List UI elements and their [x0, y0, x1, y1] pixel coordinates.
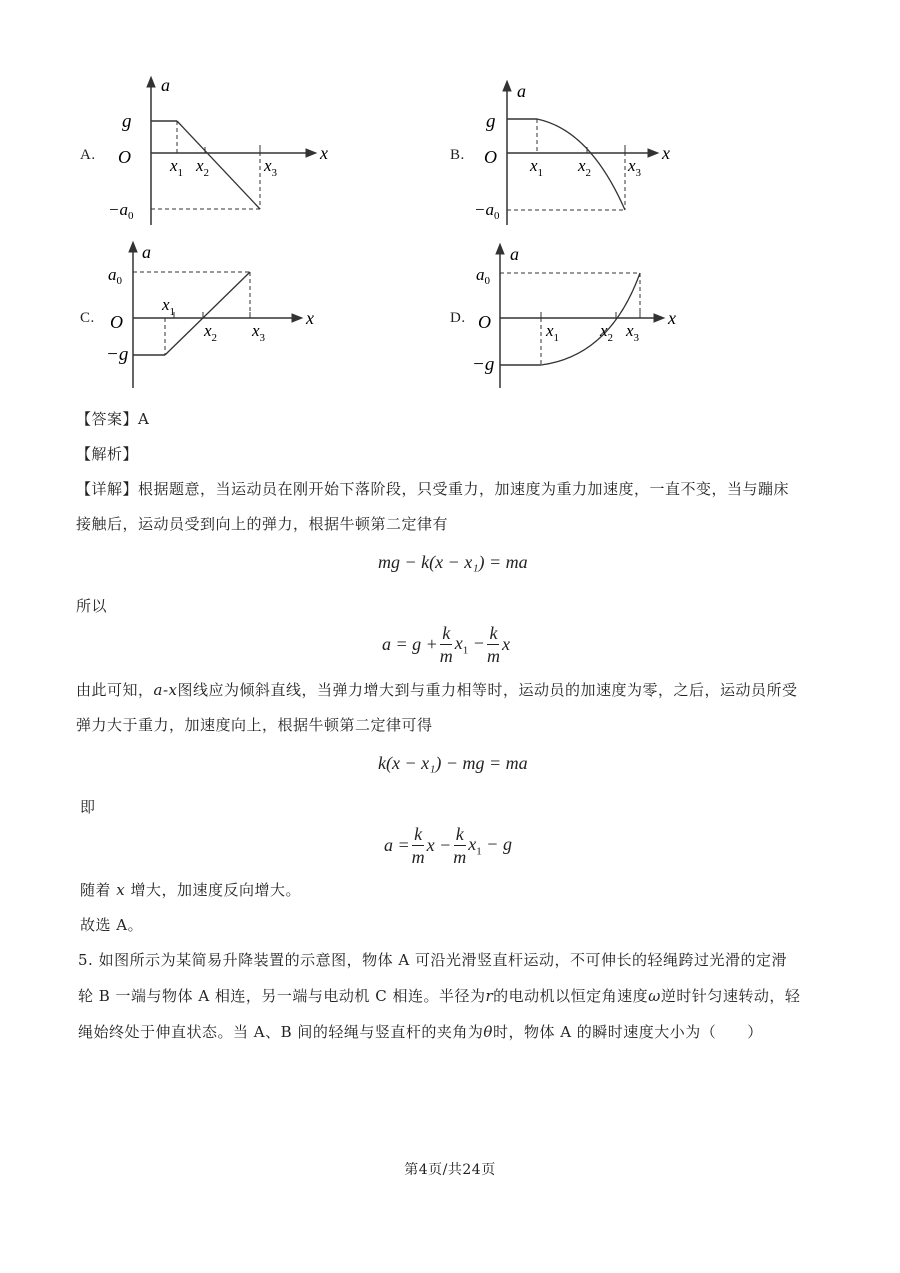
label-origin: O [478, 312, 491, 332]
label-x1: $x_1$ [546, 321, 560, 344]
label-x1: $x_1$ [170, 156, 184, 179]
ji-text: 即 [80, 798, 96, 816]
q5-text-3b: 时，物体 A 的瞬时速度大小为（ ） [492, 1023, 763, 1041]
question5-line-2 [78, 986, 800, 1006]
question5-line-3 [78, 1022, 763, 1042]
fraction-k-m: $\frac{k}{m}$ [411, 824, 425, 867]
question5-line-1: 5. 如图所示为某简易升降装置的示意图，物体 A 可沿光滑竖直杆运动，不可伸长的轻绳跨过光滑的定滑 [78, 951, 787, 969]
label-x2: $x_2$ [600, 321, 614, 344]
axis-label-x: x [306, 308, 314, 328]
label-x2: $x_2$ [204, 321, 218, 344]
label-a0: $a_0$ [476, 265, 490, 287]
label-g: g [486, 111, 496, 132]
suoyi-text: 所以 [76, 597, 108, 615]
equation-1: mg − k(x − x₁) = ma [378, 552, 528, 572]
option-b-letter: B. [450, 147, 465, 163]
option-b-graph [450, 75, 680, 239]
analysis-tag: 【解析】 [76, 445, 139, 463]
answer-tag: 【答案】 [76, 410, 139, 428]
x-italic: x [116, 881, 126, 899]
eq2-left: a = g + [382, 634, 438, 654]
label-neg-g: −g [106, 344, 129, 365]
graph-c-svg [78, 238, 328, 398]
graph-d-svg [450, 238, 690, 398]
omega-italic: ω [648, 987, 661, 1005]
detail-text-3a: 由此可知， [76, 681, 154, 699]
axis-label-a: a [517, 81, 526, 101]
label-g: g [122, 111, 132, 132]
option-a-graph [78, 75, 348, 239]
label-x1: $x_1$ [530, 156, 544, 179]
detail-text-3b: 图线应为倾斜直线，当弹力增大到与重力相等时，运动员的加速度为零，之后，运动员所受 [177, 681, 798, 699]
detail-tag: 【详解】 [76, 480, 139, 498]
label-x3: $x_3$ [628, 156, 642, 179]
answer-value: A [138, 410, 150, 428]
theta-italic: θ [483, 1023, 493, 1041]
page-footer: 第4页/共24页 [404, 1162, 496, 1178]
label-origin: O [110, 312, 123, 332]
equation-4: a = $\frac{k}{m}$ x − $\frac{k}{m}$ $x_1 - g$ [384, 824, 512, 867]
label-x3: $x_3$ [626, 321, 640, 344]
axis-label-a: a [161, 75, 170, 95]
option-a-letter: A. [80, 147, 96, 163]
label-a0: $a_0$ [108, 265, 122, 287]
label-x3: $x_3$ [264, 156, 278, 179]
q5-text-2a: 轮 B 一端与物体 A 相连，另一端与电动机 C 相连。半径为 [78, 987, 486, 1005]
axis-label-x: x [668, 308, 676, 328]
fraction-k-m: $\frac{k}{m}$ [439, 623, 453, 666]
equation-2: a = g + $\frac{k}{m}$ $x_1$ − $\frac{k}{m}$ x [382, 623, 510, 666]
fraction-k-m: $\frac{k}{m}$ [486, 623, 500, 666]
label-x1: $x_1$ [162, 295, 176, 318]
graph-b-svg [450, 75, 680, 235]
detail-line-3 [76, 680, 798, 700]
label-origin: O [484, 147, 497, 167]
label-x2: $x_2$ [196, 156, 210, 179]
label-neg-a0: $-a_0$ [108, 200, 134, 222]
detail-line-4: 弹力大于重力，加速度向上，根据牛顿第二定律可得 [76, 716, 433, 734]
r-italic: r [485, 987, 494, 1005]
fraction-k-m: $\frac{k}{m}$ [453, 824, 467, 867]
axis-label-x: x [662, 143, 670, 163]
ax-italic: a-x [153, 681, 178, 699]
q5-text-3a: 绳始终处于伸直状态。当 A、B 间的轻绳与竖直杆的夹角为 [78, 1023, 484, 1041]
q5-text-2b: 的电动机以恒定角速度 [493, 987, 649, 1005]
graph-a-svg [78, 75, 348, 235]
equation-3: k(x − x₁) − mg = ma [378, 753, 528, 773]
detail-line-6: 故选 A。 [80, 916, 144, 934]
detail-line-2: 接触后，运动员受到向上的弹力，根据牛顿第二定律有 [76, 515, 449, 533]
axis-label-a: a [510, 244, 519, 264]
label-x2: $x_2$ [578, 156, 592, 179]
label-origin: O [118, 147, 131, 167]
label-neg-g: −g [472, 354, 495, 375]
detail-text-1: 根据题意，当运动员在刚开始下落阶段，只受重力，加速度为重力加速度，一直不变，当与蹦床 [138, 480, 790, 498]
axis-label-a: a [142, 242, 151, 262]
option-d-graph [450, 238, 690, 402]
detail-line-1 [76, 479, 789, 499]
option-d-letter: D. [450, 310, 466, 326]
q5-text-2c: 逆时针匀速转动，轻 [660, 987, 801, 1005]
axis-label-x: x [320, 143, 328, 163]
detail-line-5 [80, 880, 301, 900]
detail-text-5a: 随着 [80, 881, 112, 899]
option-c-letter: C. [80, 310, 95, 326]
answer-line [76, 409, 149, 429]
detail-text-5b: 增大，加速度反向增大。 [130, 881, 302, 899]
option-c-graph [78, 238, 328, 402]
label-neg-a0: $-a_0$ [474, 200, 500, 222]
label-x3: $x_3$ [252, 321, 266, 344]
